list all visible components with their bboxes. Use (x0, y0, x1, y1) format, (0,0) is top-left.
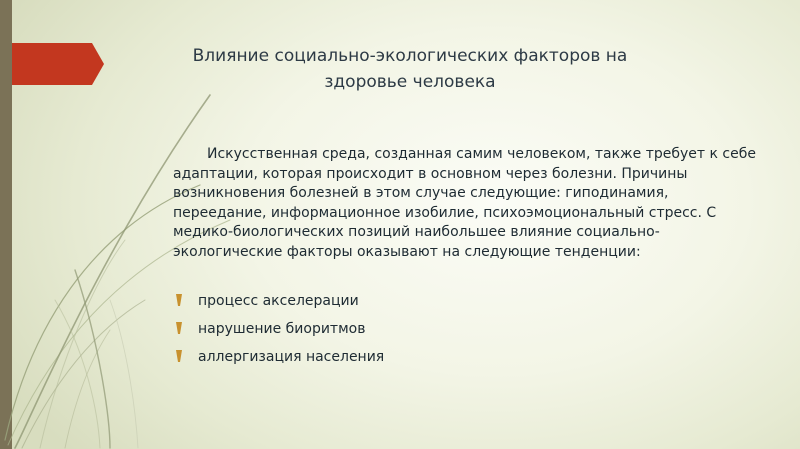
slide-title: Влияние социально-экологических факторов на здоровье человека (192, 46, 628, 92)
bullet-text: нарушение биоритмов (198, 321, 366, 337)
bullet-item (173, 347, 384, 367)
tapered-bullet-icon (174, 349, 184, 363)
bullet-list (173, 291, 384, 375)
bullet-text: аллергизация населения (198, 349, 385, 365)
tapered-bullet-icon (174, 321, 184, 335)
title-arrow-marker (12, 43, 104, 85)
bullet-item (173, 291, 384, 311)
bullet-text: процесс акселерации (198, 293, 359, 309)
body-paragraph: Искусственная среда, созданная самим человеком, также требует к себе адаптации, которая происходит в основном через болезни. Причины возникновения болезней в этом случае следующие: гиподинамия, переедание, информационное изобилие, психоэмоциональный стресс. С медико-биологических позиций наибольшее влияние социально-экологические факторы оказывают на следующие тенденции: (173, 146, 756, 260)
bullet-item (173, 319, 384, 339)
tapered-bullet-icon (174, 293, 184, 307)
